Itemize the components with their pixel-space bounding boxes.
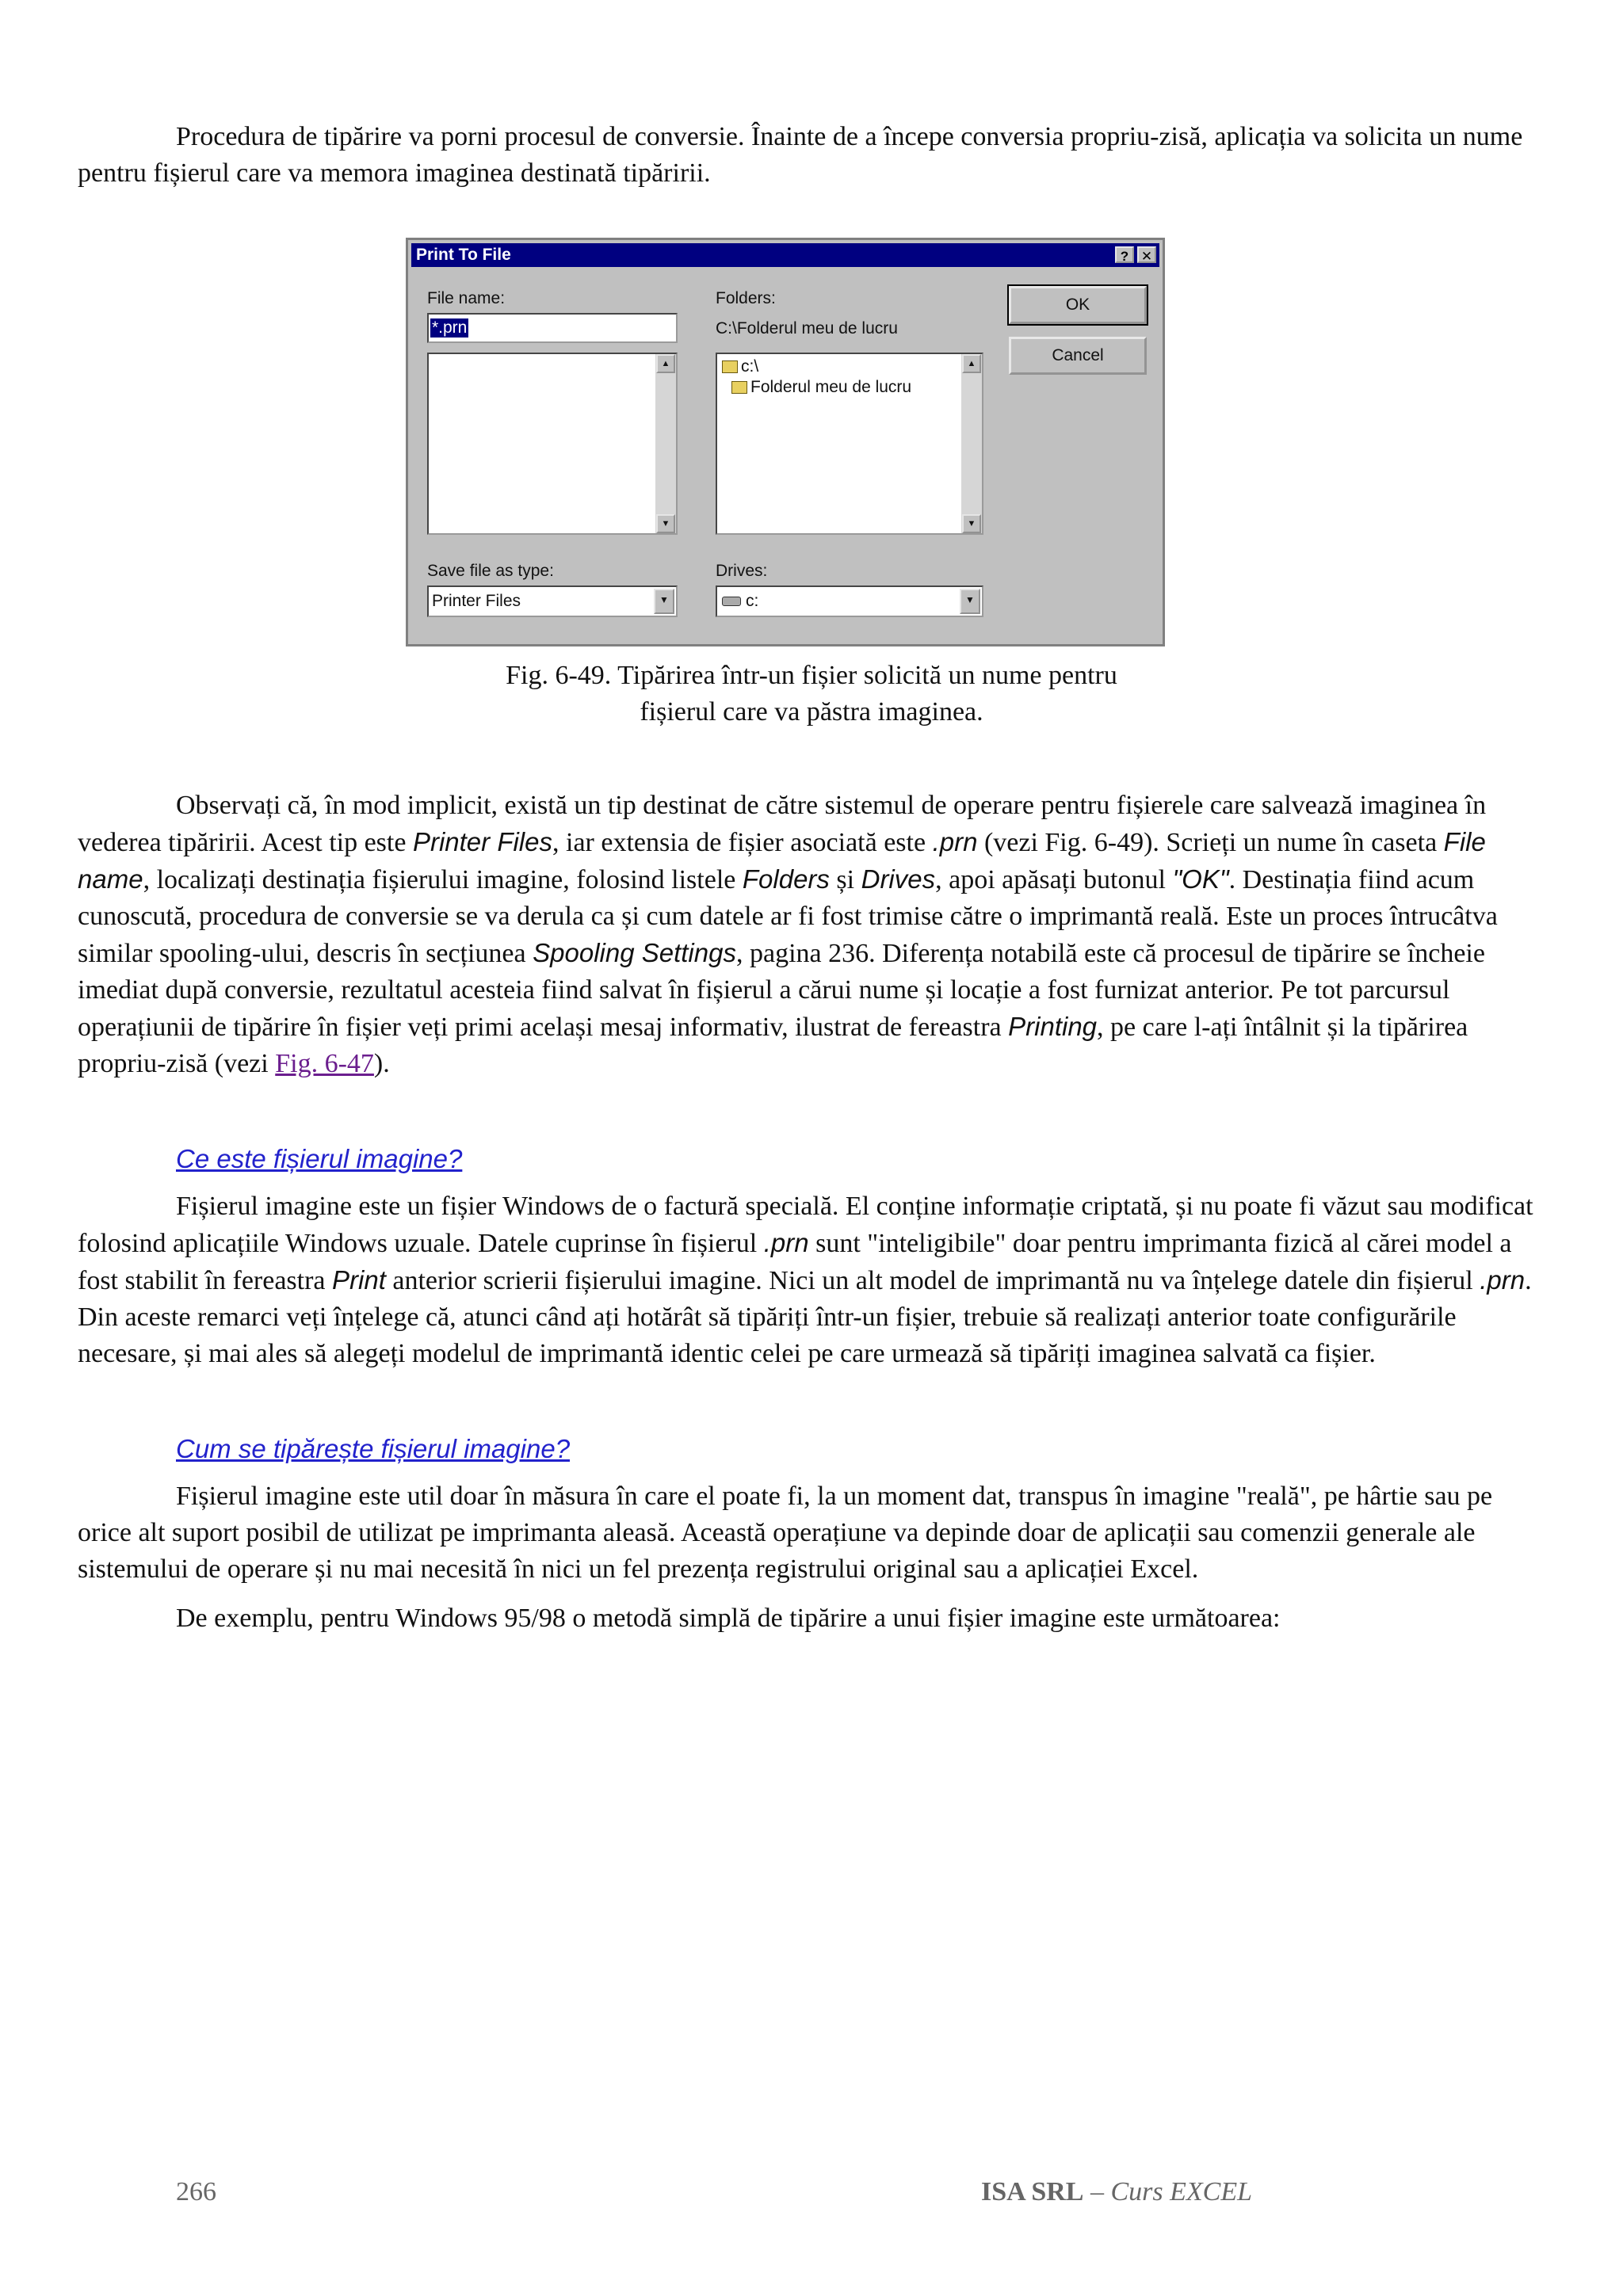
scroll-down-icon[interactable]: ▼ [656,514,675,533]
caption-line-1: Fig. 6-49. Tipărirea într-un fișier solicită un nume pentru [506,661,1117,690]
footer-brand [981,2177,1252,2207]
dialog-titlebar [411,243,1159,267]
ok-button[interactable]: OK [1009,286,1147,324]
footer-course: Curs EXCEL [1110,2177,1253,2206]
drive-icon [722,597,741,606]
drives-value: c: [746,592,759,610]
dropdown-arrow-icon[interactable]: ▼ [960,589,980,614]
save-type-select[interactable] [427,585,678,617]
body-section [78,788,1545,1637]
close-button[interactable]: ✕ [1137,246,1156,263]
drives-value-wrap [722,592,758,611]
file-list[interactable] [427,353,678,535]
paragraph-exemplu: De exemplu, pentru Windows 95/98 o metodă simplă de tipărire a unui fișier imagine este următoarea: [176,1604,1281,1633]
intro-paragraph: Procedura de tipărire va porni procesul de conversie. Înainte de a începe conversia propriu-zisă, aplicația va solicita un nume pentru fișierul care va memora imaginea destinată tipăririi. [78,122,1523,188]
figure-caption [78,658,1545,730]
paragraph-util: Fișierul imagine este util doar în măsura în care el poate fi, la un moment dat, transpus în imagine "reală", pe hârtie sau pe orice alt suport posibil de utilizat pe imprimanta aleasă. Această operațiune va depinde doar de aplicații sau comenzii generale ale sistemului de operare și nu mai necesită în nici un fel prezența registrului original sau a aplicației Excel. [78,1482,1493,1584]
scroll-up-icon[interactable]: ▲ [656,354,675,373]
caption-line-2: fișierul care va păstra imaginea. [640,697,983,727]
folder-item-root[interactable]: c:\ [722,357,758,376]
save-type-label: Save file as type: [427,562,554,580]
dialog-title: Print To File [416,246,511,264]
footer-company: ISA SRL [981,2177,1084,2206]
open-folder-icon [731,381,747,394]
drives-label: Drives: [716,562,768,580]
page-content [78,119,1545,192]
paragraph-fisierul-imagine: Fișierul imagine este un fișier Windows de o factură specială. El conține informație criptată, și nu poate fi văzut sau modificat folosind aplicațiile Windows uzuale. Datele cuprinse în fișierul .prn sunt "inteligibile" doar pentru imprimanta fizică al cărei model a fost stabilit în fereastra Print anterior scrierii fișierului imagine. Nici un alt model de imprimantă nu va înțelege datele din fișierul .prn. Din aceste remarci veți înțelege că, atunci când ați hotărât să tipăriți într-un fișier, trebuie să realizați anterior toate configurările necesare, și mai ales să alegeți modelul de imprimantă identic celei pe care urmează să tipăriți imaginea salvată ca fișier. [78,1192,1533,1368]
folder-tree-scrollbar[interactable] [961,354,982,533]
dropdown-arrow-icon[interactable]: ▼ [654,589,674,614]
scroll-down-icon[interactable]: ▼ [962,514,981,533]
file-list-scrollbar[interactable] [655,354,676,533]
open-folder-icon [722,360,738,373]
save-type-value: Printer Files [432,592,521,610]
drives-select[interactable] [716,585,983,617]
scroll-up-icon[interactable]: ▲ [962,354,981,373]
file-name-input[interactable] [427,313,678,343]
folder-item-workdir[interactable]: Folderul meu de lucru [731,378,911,397]
cancel-button[interactable]: Cancel [1009,337,1147,375]
help-button[interactable]: ? [1115,246,1134,263]
footer-dash: – [1083,2177,1111,2206]
heading-cum-se-tipareste[interactable]: Cum se tipărește fișierul imagine? [176,1434,571,1463]
folders-label: Folders: [716,289,776,307]
print-to-file-dialog [406,238,1165,646]
file-name-label: File name: [427,289,506,307]
folder-tree[interactable] [716,353,983,535]
page-number: 266 [176,2177,216,2206]
paragraph-observati: Observați că, în mod implicit, există un tip destinat de către sistemul de operare pentru fișierele care salvează imaginea în vederea tipăririi. Acest tip este Printer Files, iar extensia de fișier asociată este .prn (vezi Fig. 6-49). Scrieți un nume în caseta File name, localizați destinația fișierului imagine, folosind listele Folders și Drives, apoi apăsați butonul "OK". Destinația fiind acum cunoscută, procedura de conversie se va derula ca și cum datele ar fi fost trimise către o imprimantă reală. Este un proces întrucâtva similar spooling-ului, descris în secțiunea Spooling Settings, pagina 236. Diferența notabilă este că procesul de tipărire se încheie imediat după conversie, rezultatul acesteia fiind salvat în fișierul a cărui nume și locație a fost furnizat anterior. Pe tot parcursul operațiunii de tipărire în fișier veți primi același mesaj informativ, ilustrat de fereastra Printing, pe care l-ați întâlnit și la tipărirea propriu-zisă (vezi Fig. 6-47). [78,791,1498,1078]
folders-path: C:\Folderul meu de lucru [716,319,898,338]
heading-ce-este[interactable]: Ce este fișierul imagine? [176,1144,463,1173]
fig-6-47-link[interactable]: Fig. 6-47 [275,1049,374,1078]
file-name-value: *.prn [432,318,468,337]
